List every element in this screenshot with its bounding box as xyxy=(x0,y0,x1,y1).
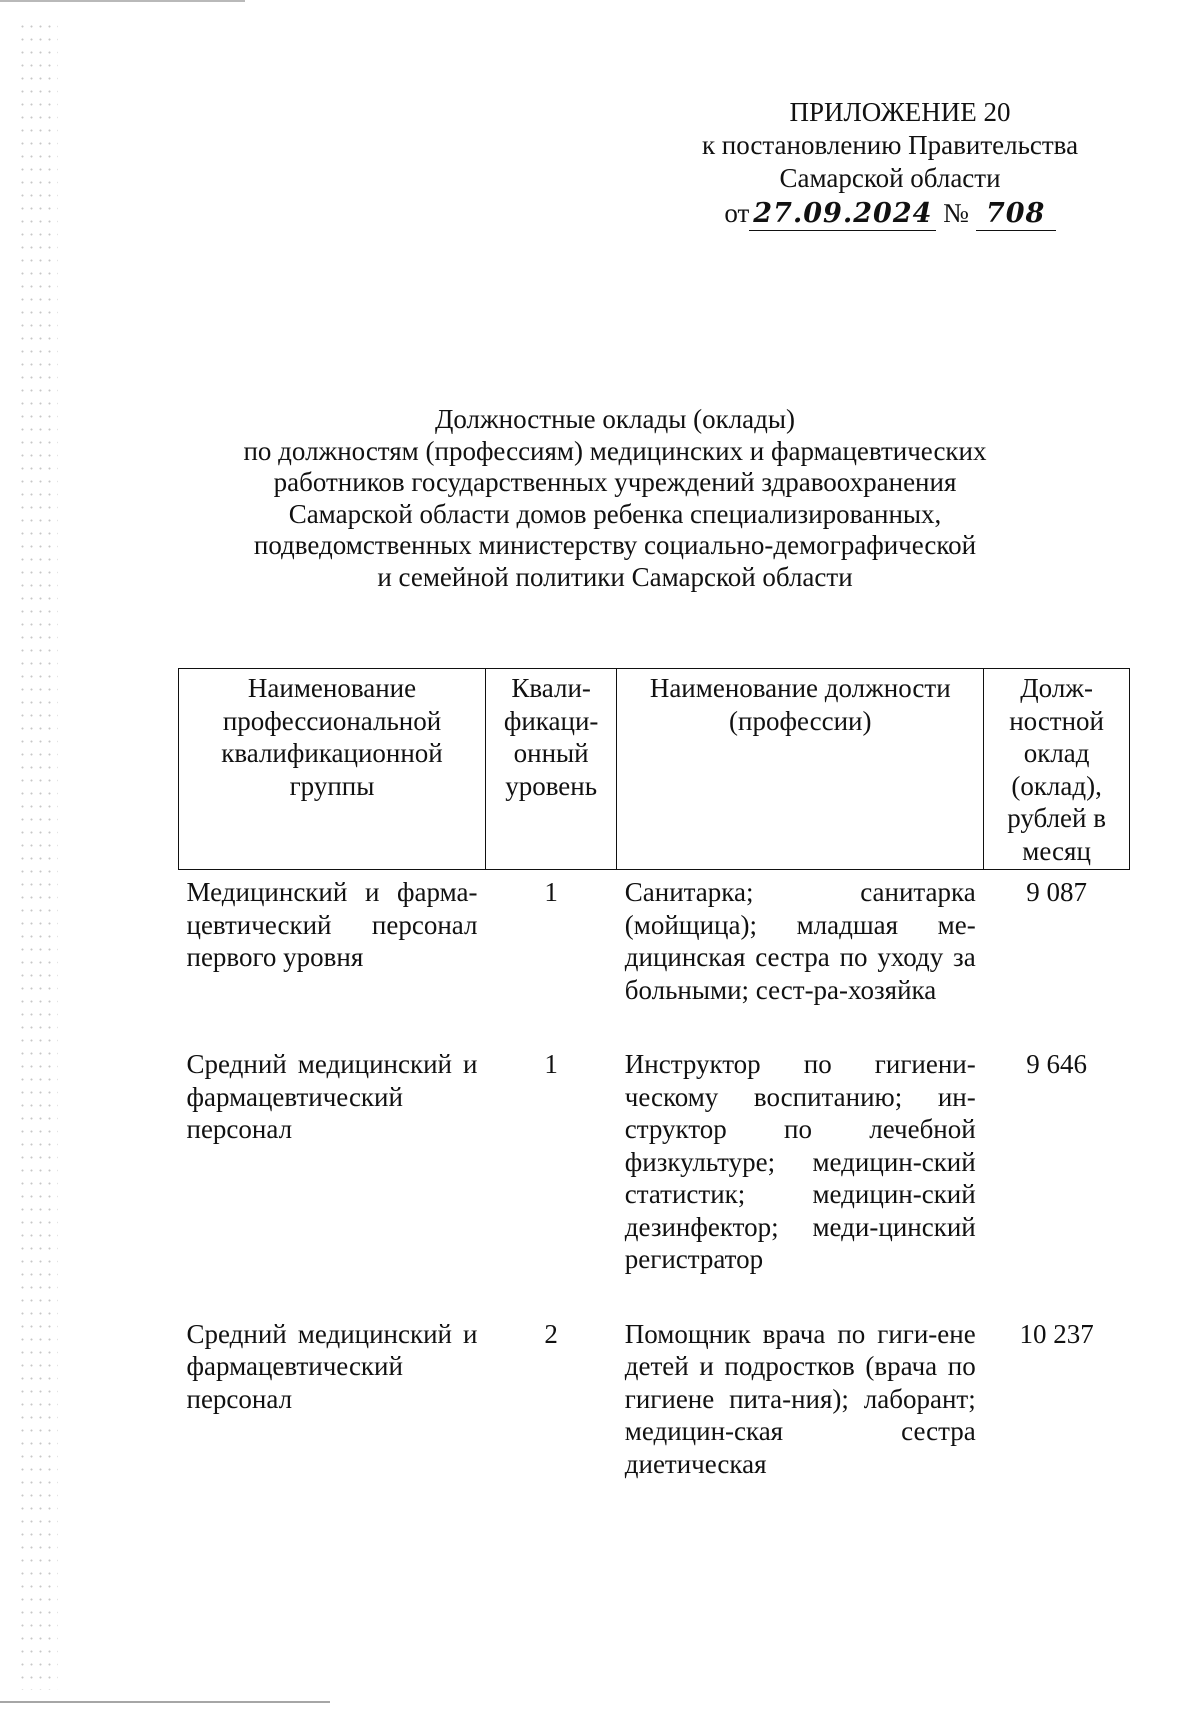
appendix-line-2: Самарской области xyxy=(779,163,1001,193)
cell-group: Медицинский и фарма-цевтический персонал первого уровня xyxy=(186,877,478,972)
header-level: Квали- фикаци- онный уровень xyxy=(486,669,617,870)
header-salary: Долж- ностной оклад (оклад), рублей в месяц xyxy=(984,669,1130,870)
cell-level: 1 xyxy=(544,877,558,907)
document-title-line-2: по должностям (профессиям) медицинских и фармацевтических xyxy=(243,435,987,466)
cell-salary: 10 237 xyxy=(1019,1318,1094,1349)
handwritten-date: 27.09.2024 xyxy=(749,197,936,231)
cell-position: Санитарка; санитарка (мойщица); младшая ме-дицинская сестра по уходу за больными; сест-ра-хозяйка xyxy=(624,877,976,1005)
scan-bottom-edge xyxy=(0,1701,330,1703)
salary-table xyxy=(178,668,1130,1480)
appendix-date-line xyxy=(724,197,1055,231)
cell-group: Средний медицинский и фармацевтический персонал xyxy=(186,1049,478,1144)
cell-level: 1 xyxy=(544,1049,558,1079)
scan-edge-noise xyxy=(18,20,58,1690)
table-row xyxy=(179,1042,1130,1312)
scan-top-edge xyxy=(0,0,245,2)
handwritten-number: 708 xyxy=(976,197,1056,231)
table-header-row xyxy=(179,669,1130,870)
cell-salary: 9 646 xyxy=(1026,1049,1087,1079)
document-title-line-4: Самарской области домов ребенка специализированных, xyxy=(288,498,942,529)
date-prefix: от xyxy=(724,198,750,228)
document-title-line-3: работников государственных учреждений здравоохранения xyxy=(273,467,957,497)
document-title-line-5: подведомственных министерству социально-демографической xyxy=(253,530,977,560)
cell-level: 2 xyxy=(544,1318,558,1349)
header-position: Наименование должности (профессии) xyxy=(617,669,984,870)
document-title-line-6: и семейной политики Самарской области xyxy=(377,561,853,592)
cell-position: Помощник врача по гиги-ене детей и подростков (врача по гигиене пита-ния); лаборант; медицин-ская сестра диетическая xyxy=(624,1318,976,1479)
cell-group: Средний медицинский и фармацевтический персонал xyxy=(186,1318,478,1414)
appendix-header xyxy=(650,96,1130,231)
cell-position: Инструктор по гигиени-ческому воспитанию; ин-структор по лечебной физкультуре; медицин-ский статистик; медицин-ский дезинфектор; меди-цинский регистратор xyxy=(624,1049,976,1274)
table-row xyxy=(179,870,1130,1043)
appendix-title: ПРИЛОЖЕНИЕ 20 xyxy=(789,97,1011,127)
number-prefix: № xyxy=(943,198,969,228)
document-title xyxy=(190,404,1040,593)
table-row xyxy=(179,1312,1130,1481)
appendix-line-1: к постановлению Правительства xyxy=(701,130,1079,160)
document-title-line-1: Должностные оклады (оклады) xyxy=(434,404,796,434)
cell-salary: 9 087 xyxy=(1026,877,1087,907)
header-group: Наименование профессиональной квалификационной группы xyxy=(179,669,486,870)
